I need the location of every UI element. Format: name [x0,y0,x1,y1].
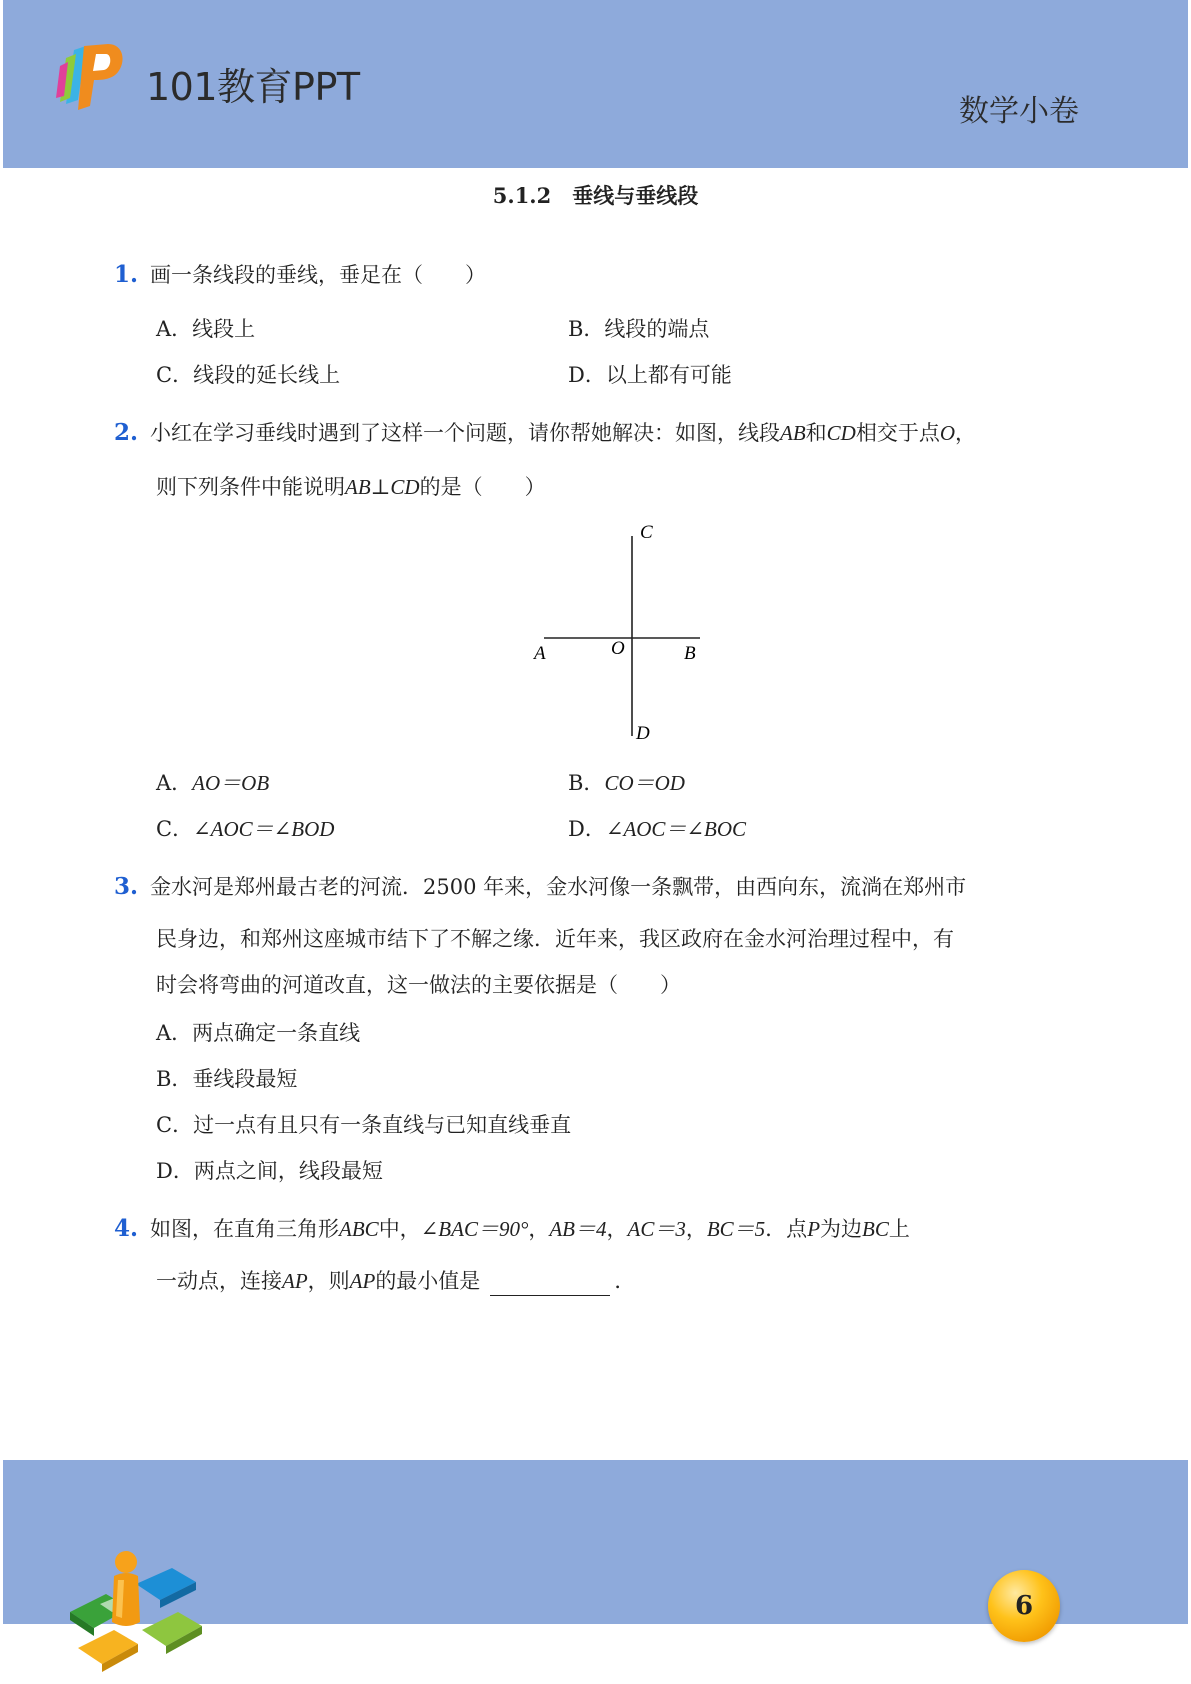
subject-label: 数学小卷 [959,94,1079,129]
q1-option-d: D．以上都有可能 [568,363,732,387]
question-2-stem-cont: 则下列条件中能说明AB⊥CD的是（ ） [156,475,546,499]
q2-option-d: D．∠AOC＝∠BOC [568,817,747,841]
question-3-stem-line-2: 民身边，和郑州这座城市结下了不解之缘．近年来，我区政府在金水河治理过程中，有 [156,927,954,951]
question-4-stem: 4. 如图，在直角三角形ABC中，∠BAC＝90°，AB＝4，AC＝3，BC＝5．点P为边BC上 [114,1215,910,1242]
question-3-stem-line-3: 时会将弯曲的河道改直，这一做法的主要依据是（ ） [156,973,681,997]
q3-option-b: B．垂线段最短 [156,1067,298,1091]
perpendicular-lines-figure [520,518,720,748]
question-4-stem-cont: 一动点，连接AP，则AP的最小值是 ． [156,1266,635,1296]
q3-option-c: C．过一点有且只有一条直线与已知直线垂直 [156,1113,572,1137]
q1-option-a: A．线段上 [156,317,256,341]
question-number: 3. [114,873,139,900]
label-o: O [611,638,625,659]
q1-option-b: B．线段的端点 [568,317,710,341]
question-number: 2. [114,419,139,446]
brand-name: 101教育PPT [146,65,360,109]
question-3-stem: 3. 金水河是郑州最古老的河流．2500 年来，金水河像一条飘带，由西向东，流淌在郑州市 [114,873,967,900]
question-number: 1. [114,261,139,288]
label-c: C [640,522,653,543]
page-number-badge: 6 [988,1570,1060,1642]
q3-option-d: D．两点之间，线段最短 [156,1159,383,1183]
q3-option-a: A．两点确定一条直线 [156,1021,361,1045]
puzzle-person-logo-icon [60,1540,220,1680]
q2-option-a: A．AO＝OB [156,771,270,795]
label-b: B [684,643,696,664]
q1-option-c: C．线段的延长线上 [156,363,341,387]
label-a: A [534,643,546,664]
q2-option-c: C．∠AOC＝∠BOD [156,817,335,841]
question-2-stem: 2. 小红在学习垂线时遇到了这样一个问题，请你帮她解决：如图，线段AB和CD相交于点O， [114,419,977,446]
question-number: 4. [114,1215,139,1242]
q2-option-b: B．CO＝OD [568,771,685,795]
question-1-stem: 1. 画一条线段的垂线，垂足在（ ） [114,261,487,288]
answer-blank[interactable] [490,1273,610,1296]
label-d: D [636,723,650,744]
page-title: 5.1.2 垂线与垂线段 [492,183,699,208]
brand-logo-icon [56,40,126,116]
